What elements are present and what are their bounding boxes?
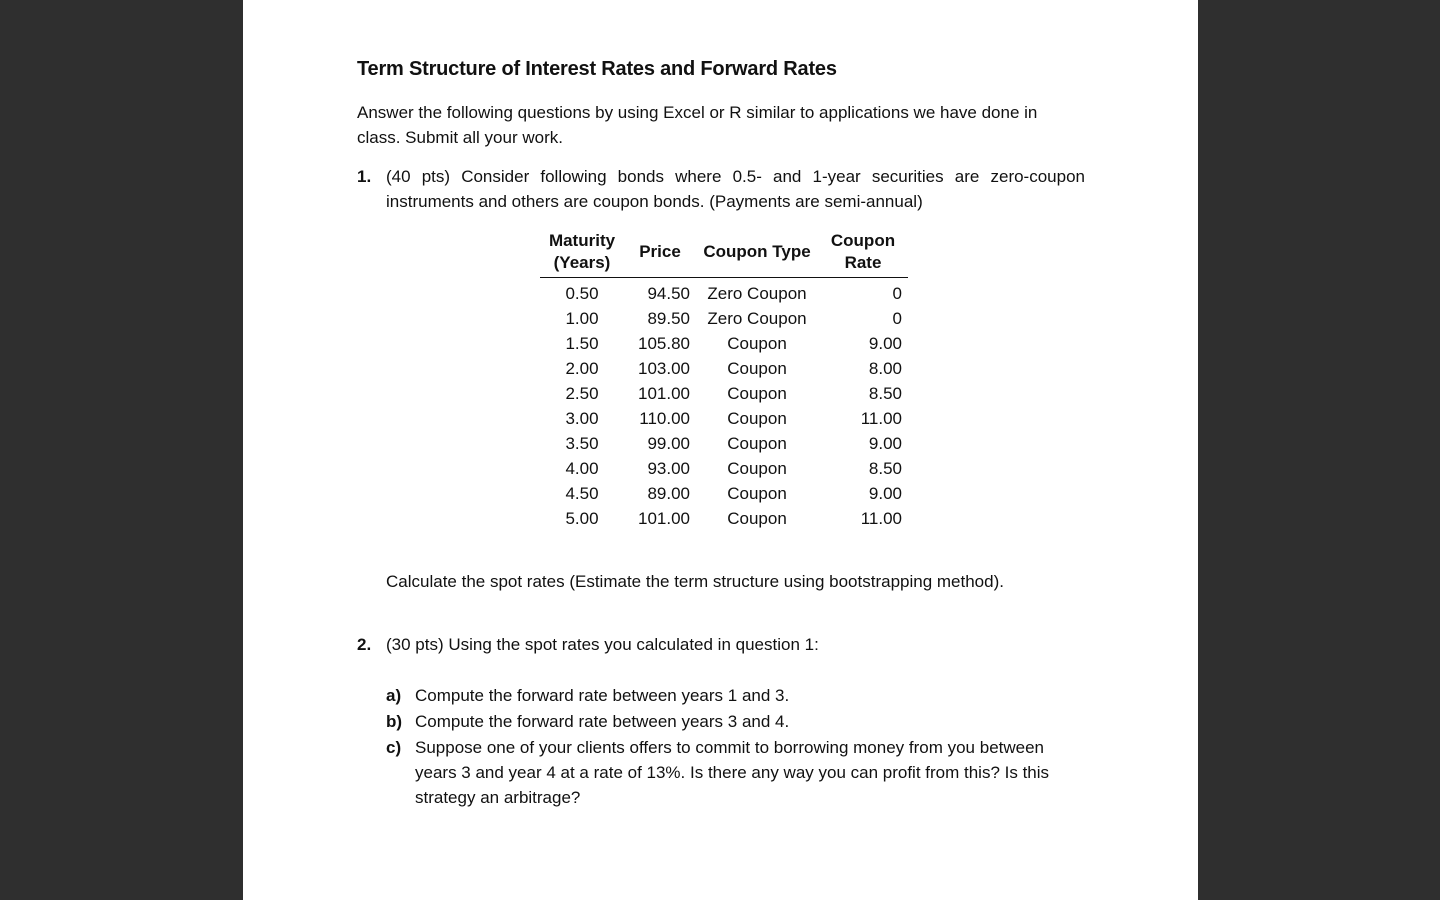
cell-coupon-type: Coupon <box>727 384 787 403</box>
cell-coupon-rate: 8.50 <box>868 384 902 403</box>
table-row <box>540 406 908 431</box>
header-rate-line2: Rate <box>844 253 882 272</box>
cell-coupon-type: Coupon <box>727 459 787 478</box>
table-row <box>540 456 908 481</box>
cell-coupon-type: Zero Coupon <box>707 309 807 328</box>
question-1-text: (40 pts) Consider following bonds where 0.5- and 1-year securities are zero-coupon instruments and others are coupon bonds. (Payments are semi-annual) <box>386 167 1085 211</box>
cell-price: 103.00 <box>638 359 690 378</box>
cell-coupon-rate: 11.00 <box>860 509 902 528</box>
cell-coupon-type: Coupon <box>727 484 787 503</box>
cell-coupon-rate: 9.00 <box>868 484 902 503</box>
cell-coupon-type: Coupon <box>727 509 787 528</box>
question-2-text: (30 pts) Using the spot rates you calculated in question 1: <box>386 635 819 654</box>
part-label: a) <box>386 686 402 705</box>
cell-coupon-rate: 8.50 <box>868 459 902 478</box>
header-coupon-type: Coupon Type <box>696 230 818 278</box>
cell-coupon-type: Coupon <box>727 334 787 353</box>
table-row <box>540 431 908 456</box>
question-1-instruction: Calculate the spot rates (Estimate the term structure using bootstrapping method). <box>386 572 1004 591</box>
cell-price: 94.50 <box>647 284 690 303</box>
table-row <box>540 278 908 307</box>
bond-table <box>540 230 908 531</box>
cell-coupon-rate: 9.00 <box>868 334 902 353</box>
cell-price: 110.00 <box>639 409 690 428</box>
cell-maturity: 2.00 <box>565 359 599 378</box>
header-coupon-rate <box>818 230 908 278</box>
table-row <box>540 331 908 356</box>
cell-price: 101.00 <box>638 384 690 403</box>
cell-coupon-type: Coupon <box>727 409 787 428</box>
table-row <box>540 306 908 331</box>
table-row <box>540 356 908 381</box>
cell-price: 89.50 <box>647 309 690 328</box>
cell-price: 101.00 <box>638 509 690 528</box>
header-maturity-line2: (Years) <box>553 253 611 272</box>
part-text: Compute the forward rate between years 1 and 3. <box>415 686 790 705</box>
cell-coupon-type: Coupon <box>727 434 787 453</box>
cell-coupon-type: Zero Coupon <box>707 284 807 303</box>
bond-table-header-row <box>540 230 908 278</box>
part-text: Suppose one of your clients offers to commit to borrowing money from you between years 3 and year 4 at a rate of 13%. Is there any way you can profit from this? Is this strategy an arbitrage? <box>415 738 1050 807</box>
question-1-number: 1. <box>357 167 372 186</box>
cell-maturity: 1.50 <box>565 334 599 353</box>
cell-maturity: 4.50 <box>565 484 599 503</box>
cell-maturity: 4.00 <box>565 459 599 478</box>
cell-price: 105.80 <box>638 334 690 353</box>
header-maturity-line1: Maturity <box>548 231 616 250</box>
cell-coupon-rate: 9.00 <box>868 434 902 453</box>
part-label: c) <box>386 738 402 757</box>
table-row <box>540 381 908 406</box>
cell-maturity: 5.00 <box>565 509 599 528</box>
cell-coupon-type: Coupon <box>727 359 787 378</box>
question-2-number: 2. <box>357 635 372 654</box>
document-title: Term Structure of Interest Rates and Forward Rates <box>357 58 837 80</box>
header-price: Price <box>624 230 696 278</box>
cell-maturity: 3.00 <box>565 409 599 428</box>
document-page <box>243 0 1198 900</box>
cell-maturity: 3.50 <box>565 434 599 453</box>
cell-price: 99.00 <box>647 434 690 453</box>
header-maturity <box>540 230 624 278</box>
cell-maturity: 1.00 <box>565 309 599 328</box>
cell-coupon-rate: 0 <box>892 309 902 328</box>
cell-price: 93.00 <box>647 459 690 478</box>
cell-maturity: 0.50 <box>565 284 599 303</box>
cell-coupon-rate: 8.00 <box>868 359 902 378</box>
table-row <box>540 506 908 531</box>
part-text: Compute the forward rate between years 3 and 4. <box>415 712 790 731</box>
part-label: b) <box>386 712 403 731</box>
intro-paragraph: Answer the following questions by using Excel or R similar to applications we have done in class. Submit all your work. <box>357 103 1038 147</box>
cell-coupon-rate: 0 <box>892 284 902 303</box>
cell-coupon-rate: 11.00 <box>860 409 902 428</box>
cell-maturity: 2.50 <box>565 384 599 403</box>
table-row <box>540 481 908 506</box>
header-rate-line1: Coupon <box>830 231 896 250</box>
cell-price: 89.00 <box>647 484 690 503</box>
